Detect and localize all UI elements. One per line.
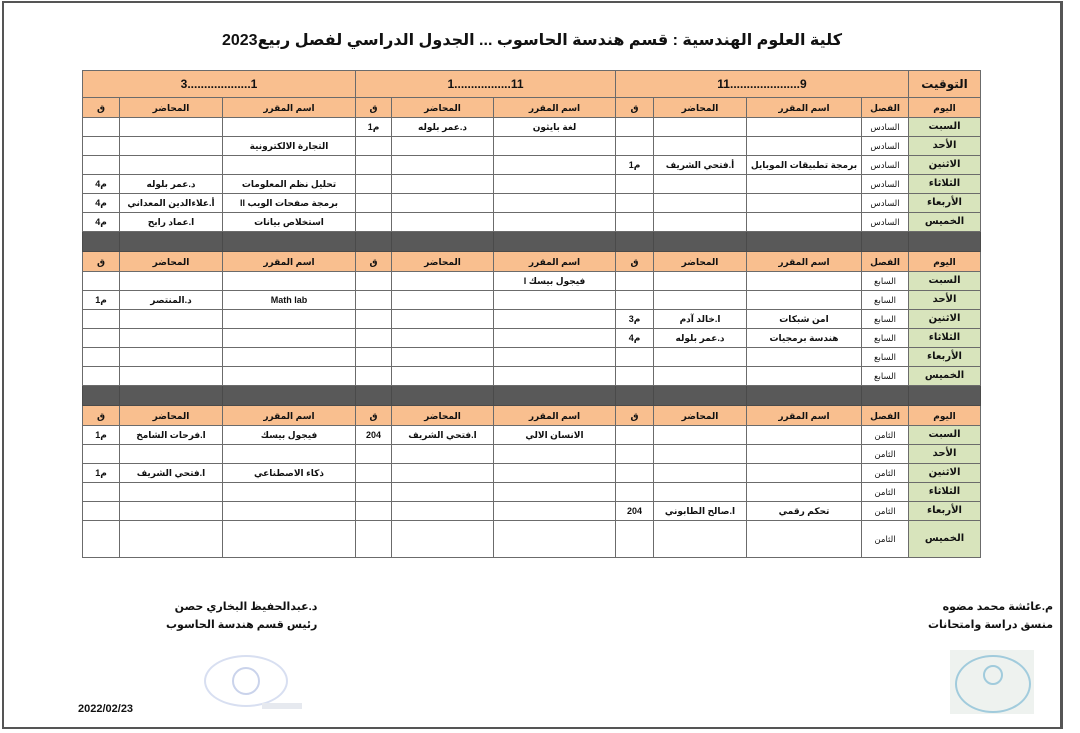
lecturer-cell: د.المنتصر: [120, 291, 223, 310]
class-cell: السادس: [862, 118, 909, 137]
column-header-row: [83, 98, 981, 118]
room-cell: [356, 445, 392, 464]
class-cell: السابع: [862, 291, 909, 310]
separator-cell: [862, 386, 909, 406]
room-cell: [83, 272, 120, 291]
room-cell: [616, 175, 654, 194]
class-cell: الثامن: [862, 502, 909, 521]
header-course: اسم المقرر: [223, 98, 356, 118]
course-cell: [747, 194, 862, 213]
department-head-role: رئيس قسم هندسة الحاسوب: [166, 619, 318, 631]
header-lecturer: المحاضر: [392, 406, 494, 426]
course-cell: [494, 483, 616, 502]
lecturer-cell: [654, 426, 747, 445]
day-cell: الخميس: [909, 367, 981, 386]
room-cell: [616, 445, 654, 464]
course-cell: [494, 464, 616, 483]
room-cell: [83, 445, 120, 464]
room-cell: [616, 118, 654, 137]
class-cell: السابع: [862, 367, 909, 386]
course-cell: [223, 521, 356, 558]
header-course: اسم المقرر: [494, 406, 616, 426]
day-cell: الثلاثاء: [909, 329, 981, 348]
separator-cell: [862, 232, 909, 252]
schedule-row: [83, 483, 981, 502]
day-cell: السبت: [909, 426, 981, 445]
lecturer-cell: [392, 194, 494, 213]
class-cell: السادس: [862, 213, 909, 232]
course-cell: [223, 118, 356, 137]
time-header-row: [83, 71, 981, 98]
class-cell: الثامن: [862, 521, 909, 558]
lecturer-cell: [392, 310, 494, 329]
lecturer-cell: [392, 291, 494, 310]
room-cell: [83, 502, 120, 521]
course-cell: [494, 367, 616, 386]
schedule-row: [83, 272, 981, 291]
lecturer-cell: ا.فتحي الشريف: [392, 426, 494, 445]
separator-cell: [356, 232, 392, 252]
room-cell: [356, 464, 392, 483]
schedule-row: [83, 445, 981, 464]
course-cell: برمجة صفحات الويب II: [223, 194, 356, 213]
lecturer-cell: [120, 367, 223, 386]
separator-cell: [223, 232, 356, 252]
separator-cell: [494, 232, 616, 252]
room-cell: [83, 118, 120, 137]
lecturer-cell: ا.فتحي الشريف: [120, 464, 223, 483]
course-cell: [494, 137, 616, 156]
room-cell: م1: [356, 118, 392, 137]
day-cell: الأربعاء: [909, 502, 981, 521]
lecturer-cell: أ.فتحي الشريف: [654, 156, 747, 175]
room-cell: [616, 194, 654, 213]
course-cell: [747, 118, 862, 137]
class-cell: السابع: [862, 329, 909, 348]
course-cell: [494, 329, 616, 348]
lecturer-cell: د.عمر بلوله: [392, 118, 494, 137]
room-cell: م3: [616, 310, 654, 329]
timing-label: التوقيت: [909, 71, 981, 98]
class-cell: السادس: [862, 137, 909, 156]
day-cell: الاثنين: [909, 464, 981, 483]
header-lecturer: المحاضر: [392, 252, 494, 272]
course-cell: [494, 348, 616, 367]
course-cell: [747, 213, 862, 232]
lecturer-cell: [392, 483, 494, 502]
lecturer-cell: [654, 137, 747, 156]
header-room: ق: [356, 406, 392, 426]
lecturer-cell: [120, 348, 223, 367]
header-course: اسم المقرر: [223, 252, 356, 272]
header-room: ق: [83, 252, 120, 272]
separator-cell: [616, 386, 654, 406]
course-cell: [494, 175, 616, 194]
lecturer-cell: ا.فرحات الشامخ: [120, 426, 223, 445]
schedule-row: [83, 310, 981, 329]
seal-faint-text: [262, 703, 302, 709]
lecturer-cell: [392, 502, 494, 521]
lecturer-cell: [120, 329, 223, 348]
schedule-row: [83, 464, 981, 483]
header-lecturer: المحاضر: [392, 98, 494, 118]
header-room: ق: [616, 98, 654, 118]
header-course: اسم المقرر: [747, 98, 862, 118]
separator-cell: [909, 232, 981, 252]
department-head-signature: [166, 598, 317, 634]
course-cell: الانسان الالي: [494, 426, 616, 445]
course-cell: هندسة برمجيات: [747, 329, 862, 348]
room-cell: [356, 137, 392, 156]
separator-cell: [747, 386, 862, 406]
lecturer-cell: د.عمر بلوله: [654, 329, 747, 348]
lecturer-cell: [654, 291, 747, 310]
lecturer-cell: ا.صالح الطابوني: [654, 502, 747, 521]
separator-cell: [494, 386, 616, 406]
time-slot-1: 9.....................11: [616, 71, 909, 98]
class-cell: السادس: [862, 175, 909, 194]
lecturer-cell: د.عمر بلوله: [120, 175, 223, 194]
schedule-row: [83, 348, 981, 367]
room-cell: م1: [83, 291, 120, 310]
lecturer-cell: [120, 502, 223, 521]
separator-cell: [616, 232, 654, 252]
header-course: اسم المقرر: [223, 406, 356, 426]
day-cell: الأربعاء: [909, 194, 981, 213]
room-cell: [83, 521, 120, 558]
coordinator-signature: [928, 598, 1053, 634]
course-cell: [747, 291, 862, 310]
day-cell: الخميس: [909, 213, 981, 232]
day-cell: الأحد: [909, 291, 981, 310]
course-cell: [494, 291, 616, 310]
course-cell: [747, 367, 862, 386]
header-room: ق: [356, 98, 392, 118]
course-cell: [223, 445, 356, 464]
course-cell: [494, 310, 616, 329]
header-room: ق: [83, 406, 120, 426]
course-cell: [223, 272, 356, 291]
schedule-row: [83, 213, 981, 232]
header-room: ق: [356, 252, 392, 272]
lecturer-cell: [392, 213, 494, 232]
course-cell: تحليل نظم المعلومات: [223, 175, 356, 194]
course-cell: [747, 272, 862, 291]
room-cell: [356, 194, 392, 213]
course-cell: [223, 310, 356, 329]
lecturer-cell: [392, 156, 494, 175]
exams-office-seal-icon: [955, 655, 1031, 713]
course-cell: [223, 156, 356, 175]
room-cell: م4: [616, 329, 654, 348]
course-cell: [223, 367, 356, 386]
lecturer-cell: [654, 464, 747, 483]
room-cell: [616, 483, 654, 502]
class-cell: الثامن: [862, 445, 909, 464]
separator-cell: [392, 386, 494, 406]
schedule-row: [83, 329, 981, 348]
day-cell: الاثنين: [909, 156, 981, 175]
course-cell: [223, 348, 356, 367]
separator-cell: [356, 386, 392, 406]
room-cell: [356, 310, 392, 329]
class-cell: السابع: [862, 310, 909, 329]
lecturer-cell: [120, 118, 223, 137]
course-cell: ذكاء الاصطناعي: [223, 464, 356, 483]
course-cell: [747, 137, 862, 156]
lecturer-cell: [120, 445, 223, 464]
room-cell: م1: [616, 156, 654, 175]
lecturer-cell: [392, 175, 494, 194]
course-cell: تحكم رقمي: [747, 502, 862, 521]
separator-cell: [83, 386, 120, 406]
separator-cell: [83, 232, 120, 252]
header-lecturer: المحاضر: [654, 406, 747, 426]
lecturer-cell: [654, 521, 747, 558]
schedule-row: [83, 175, 981, 194]
day-cell: الخميس: [909, 521, 981, 558]
header-class: الفصل: [862, 252, 909, 272]
schedule-row: [83, 137, 981, 156]
header-room: ق: [616, 252, 654, 272]
lecturer-cell: [120, 483, 223, 502]
room-cell: م4: [83, 175, 120, 194]
room-cell: [616, 272, 654, 291]
class-cell: الثامن: [862, 464, 909, 483]
schedule-row: [83, 118, 981, 137]
section-separator: [83, 232, 981, 252]
course-cell: [747, 175, 862, 194]
lecturer-cell: [654, 367, 747, 386]
day-cell: الأربعاء: [909, 348, 981, 367]
room-cell: [356, 483, 392, 502]
lecturer-cell: [392, 272, 494, 291]
room-cell: [356, 329, 392, 348]
time-slot-3: 1...................3: [83, 71, 356, 98]
course-cell: Math lab: [223, 291, 356, 310]
lecturer-cell: [654, 194, 747, 213]
room-cell: 204: [356, 426, 392, 445]
room-cell: [356, 348, 392, 367]
schedule-row: [83, 291, 981, 310]
lecturer-cell: [120, 156, 223, 175]
lecturer-cell: [654, 213, 747, 232]
lecturer-cell: [120, 521, 223, 558]
course-cell: [494, 213, 616, 232]
course-cell: [747, 464, 862, 483]
room-cell: [83, 310, 120, 329]
room-cell: [616, 213, 654, 232]
separator-cell: [120, 232, 223, 252]
header-lecturer: المحاضر: [120, 252, 223, 272]
room-cell: [83, 156, 120, 175]
lecturer-cell: ا.خالد آدم: [654, 310, 747, 329]
lecturer-cell: [120, 137, 223, 156]
header-day: اليوم: [909, 406, 981, 426]
course-cell: لغة بايثون: [494, 118, 616, 137]
schedule-row: [83, 426, 981, 445]
course-cell: [747, 483, 862, 502]
header-course: اسم المقرر: [747, 252, 862, 272]
class-cell: الثامن: [862, 483, 909, 502]
course-cell: [494, 502, 616, 521]
coordinator-name: م.عائشة محمد مضوه: [942, 601, 1054, 613]
lecturer-cell: [654, 348, 747, 367]
lecturer-cell: [392, 521, 494, 558]
header-course: اسم المقرر: [747, 406, 862, 426]
lecturer-cell: [654, 445, 747, 464]
room-cell: [616, 521, 654, 558]
schedule-row: [83, 194, 981, 213]
room-cell: [616, 348, 654, 367]
room-cell: [83, 348, 120, 367]
course-cell: امن شبكات: [747, 310, 862, 329]
course-cell: [223, 502, 356, 521]
separator-cell: [120, 386, 223, 406]
lecturer-cell: أ.علاءالدين المعداني: [120, 194, 223, 213]
room-cell: [616, 367, 654, 386]
course-cell: [494, 445, 616, 464]
column-header-row: [83, 252, 981, 272]
room-cell: [83, 137, 120, 156]
schedule-row: [83, 502, 981, 521]
room-cell: [356, 521, 392, 558]
document-date: 2022/02/23: [78, 703, 134, 715]
section-separator: [83, 386, 981, 406]
room-cell: [356, 175, 392, 194]
class-cell: السادس: [862, 156, 909, 175]
lecturer-cell: [392, 329, 494, 348]
header-course: اسم المقرر: [494, 252, 616, 272]
day-cell: الاثنين: [909, 310, 981, 329]
lecturer-cell: [392, 137, 494, 156]
course-cell: فيجول بيسك: [223, 426, 356, 445]
lecturer-cell: [654, 118, 747, 137]
course-cell: برمجة تطبيقات الموبايل: [747, 156, 862, 175]
room-cell: [616, 464, 654, 483]
separator-cell: [909, 386, 981, 406]
lecturer-cell: [392, 348, 494, 367]
day-cell: السبت: [909, 272, 981, 291]
course-cell: [223, 483, 356, 502]
course-cell: [747, 348, 862, 367]
separator-cell: [654, 386, 747, 406]
schedule-row: [83, 156, 981, 175]
lecturer-cell: [392, 464, 494, 483]
class-cell: الثامن: [862, 426, 909, 445]
room-cell: [83, 329, 120, 348]
room-cell: 204: [616, 502, 654, 521]
room-cell: م4: [83, 194, 120, 213]
room-cell: [616, 291, 654, 310]
time-slot-2: 11.................1: [356, 71, 616, 98]
lecturer-cell: ا.عماد رابح: [120, 213, 223, 232]
department-head-name: د.عبدالحفيظ البخاري حصن: [174, 601, 318, 613]
header-class: الفصل: [862, 98, 909, 118]
separator-cell: [223, 386, 356, 406]
room-cell: [616, 137, 654, 156]
header-room: ق: [616, 406, 654, 426]
course-cell: [494, 156, 616, 175]
header-course: اسم المقرر: [494, 98, 616, 118]
schedule-row: [83, 367, 981, 386]
day-cell: الأحد: [909, 137, 981, 156]
separator-cell: [392, 232, 494, 252]
course-cell: استخلاص بيانات: [223, 213, 356, 232]
course-cell: [223, 329, 356, 348]
room-cell: [356, 156, 392, 175]
coordinator-role: منسق دراسة وامتحانات: [928, 619, 1054, 631]
lecturer-cell: [654, 483, 747, 502]
class-cell: السابع: [862, 348, 909, 367]
lecturer-cell: [120, 310, 223, 329]
day-cell: الثلاثاء: [909, 175, 981, 194]
header-lecturer: المحاضر: [654, 252, 747, 272]
class-cell: السابع: [862, 272, 909, 291]
room-cell: [356, 502, 392, 521]
separator-cell: [654, 232, 747, 252]
header-lecturer: المحاضر: [654, 98, 747, 118]
room-cell: [83, 367, 120, 386]
header-lecturer: المحاضر: [120, 98, 223, 118]
course-cell: [747, 521, 862, 558]
day-cell: الثلاثاء: [909, 483, 981, 502]
day-cell: الأحد: [909, 445, 981, 464]
schedule-row: [83, 521, 981, 558]
department-seal-icon: [204, 655, 288, 707]
lecturer-cell: [654, 175, 747, 194]
header-room: ق: [83, 98, 120, 118]
course-cell: [494, 521, 616, 558]
course-cell: [494, 194, 616, 213]
course-cell: [747, 445, 862, 464]
separator-cell: [747, 232, 862, 252]
room-cell: [83, 483, 120, 502]
room-cell: [356, 213, 392, 232]
day-cell: السبت: [909, 118, 981, 137]
room-cell: [356, 291, 392, 310]
lecturer-cell: [120, 272, 223, 291]
schedule-table: [82, 70, 981, 558]
class-cell: السادس: [862, 194, 909, 213]
room-cell: م4: [83, 213, 120, 232]
course-cell: فيجول بيسك I: [494, 272, 616, 291]
header-class: الفصل: [862, 406, 909, 426]
room-cell: م1: [83, 464, 120, 483]
document-title: كلية العلوم الهندسية : قسم هندسة الحاسوب ... الجدول الدراسي لفصل ربيع2023: [221, 32, 842, 49]
room-cell: [616, 426, 654, 445]
room-cell: [356, 367, 392, 386]
room-cell: [356, 272, 392, 291]
header-day: اليوم: [909, 98, 981, 118]
course-cell: التجارة الالكترونية: [223, 137, 356, 156]
lecturer-cell: [392, 367, 494, 386]
header-day: اليوم: [909, 252, 981, 272]
header-lecturer: المحاضر: [120, 406, 223, 426]
column-header-row: [83, 406, 981, 426]
lecturer-cell: [392, 445, 494, 464]
lecturer-cell: [654, 272, 747, 291]
course-cell: [747, 426, 862, 445]
room-cell: م1: [83, 426, 120, 445]
